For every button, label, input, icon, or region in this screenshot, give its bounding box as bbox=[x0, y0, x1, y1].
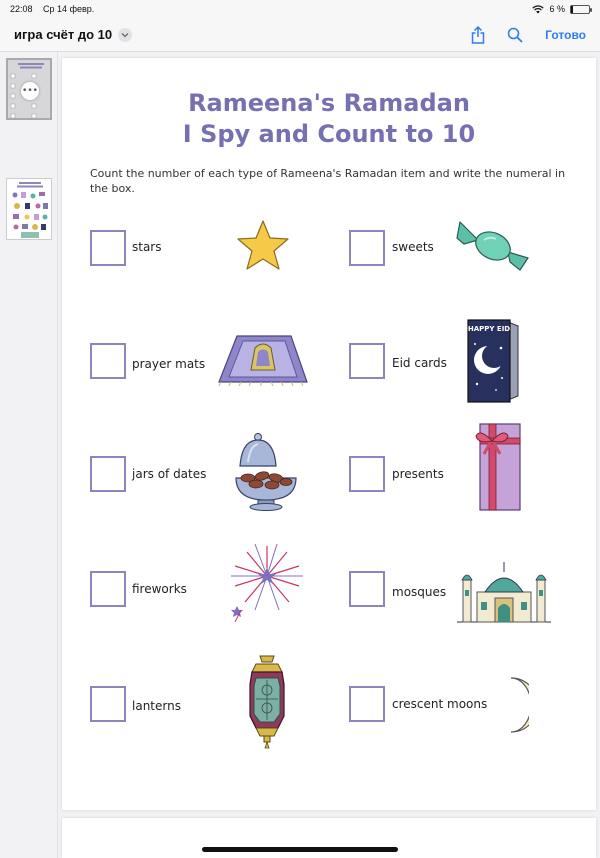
title-line-1: Rameena's Ramadan bbox=[188, 89, 470, 117]
status-time: 22:08 bbox=[10, 4, 33, 14]
battery-percent: 6 % bbox=[549, 4, 565, 14]
more-icon[interactable]: ••• bbox=[21, 82, 39, 100]
prayer-mat-icon bbox=[217, 330, 309, 388]
eid-card-icon bbox=[466, 318, 520, 404]
status-left bbox=[10, 4, 102, 14]
star-icon bbox=[234, 218, 292, 274]
worksheet-title bbox=[62, 88, 596, 150]
search-icon[interactable] bbox=[507, 27, 523, 43]
firework-icon bbox=[227, 540, 307, 624]
page-thumbnail-1[interactable] bbox=[6, 58, 52, 120]
count-box-stars[interactable] bbox=[90, 230, 126, 266]
count-box-crescent-moons[interactable] bbox=[349, 686, 385, 722]
page-thumbnail-2[interactable] bbox=[6, 178, 52, 240]
count-box-lanterns[interactable] bbox=[90, 686, 126, 722]
status-date: Ср 14 февр. bbox=[43, 4, 95, 14]
item-label-fireworks: fireworks bbox=[132, 582, 187, 596]
next-page bbox=[62, 818, 596, 858]
item-label-sweets: sweets bbox=[392, 240, 434, 254]
present-icon bbox=[474, 420, 526, 514]
item-label-prayer-mats: prayer mats bbox=[132, 357, 206, 371]
sweet-icon bbox=[454, 218, 532, 274]
count-box-sweets[interactable] bbox=[349, 230, 385, 266]
chevron-down-icon[interactable] bbox=[118, 28, 132, 42]
nav-bar bbox=[0, 18, 600, 52]
worksheet-instruction: Count the number of each type of Rameena's Ramadan item and write the numeral in the box. bbox=[90, 167, 566, 195]
item-label-mosques: mosques bbox=[392, 585, 447, 599]
status-bar bbox=[0, 0, 600, 18]
item-label-eid-cards: Eid cards bbox=[392, 356, 447, 370]
item-label-crescent-moons: crescent moons bbox=[392, 697, 488, 711]
document-title[interactable]: игра счёт до 10 bbox=[14, 27, 113, 42]
home-indicator[interactable] bbox=[202, 847, 398, 852]
item-label-presents: presents bbox=[392, 467, 444, 481]
lantern-icon bbox=[246, 654, 288, 750]
share-icon[interactable] bbox=[471, 26, 485, 44]
worksheet-page bbox=[62, 58, 596, 810]
count-box-presents[interactable] bbox=[349, 456, 385, 492]
count-box-fireworks[interactable] bbox=[90, 571, 126, 607]
item-label-jars-of-dates: jars of dates bbox=[132, 467, 207, 481]
count-box-eid-cards[interactable] bbox=[349, 343, 385, 379]
count-box-mosques[interactable] bbox=[349, 571, 385, 607]
item-label-lanterns: lanterns bbox=[132, 699, 181, 713]
done-button[interactable]: Готово bbox=[545, 27, 586, 42]
count-box-jars-of-dates[interactable] bbox=[90, 456, 126, 492]
title-line-2: I Spy and Count to 10 bbox=[182, 120, 476, 148]
thumbnail-preview bbox=[7, 179, 52, 240]
jar-of-dates-icon bbox=[232, 432, 300, 512]
crescent-moon-icon bbox=[499, 676, 529, 734]
status-right bbox=[532, 4, 590, 14]
count-box-prayer-mats[interactable] bbox=[90, 343, 126, 379]
eid-card-text: HAPPY EID bbox=[467, 325, 511, 333]
item-label-stars: stars bbox=[132, 240, 162, 254]
battery-icon bbox=[570, 5, 590, 14]
mosque-icon bbox=[455, 556, 553, 624]
wifi-icon bbox=[532, 5, 544, 14]
thumbnail-sidebar bbox=[0, 52, 58, 858]
nav-actions bbox=[471, 26, 586, 44]
